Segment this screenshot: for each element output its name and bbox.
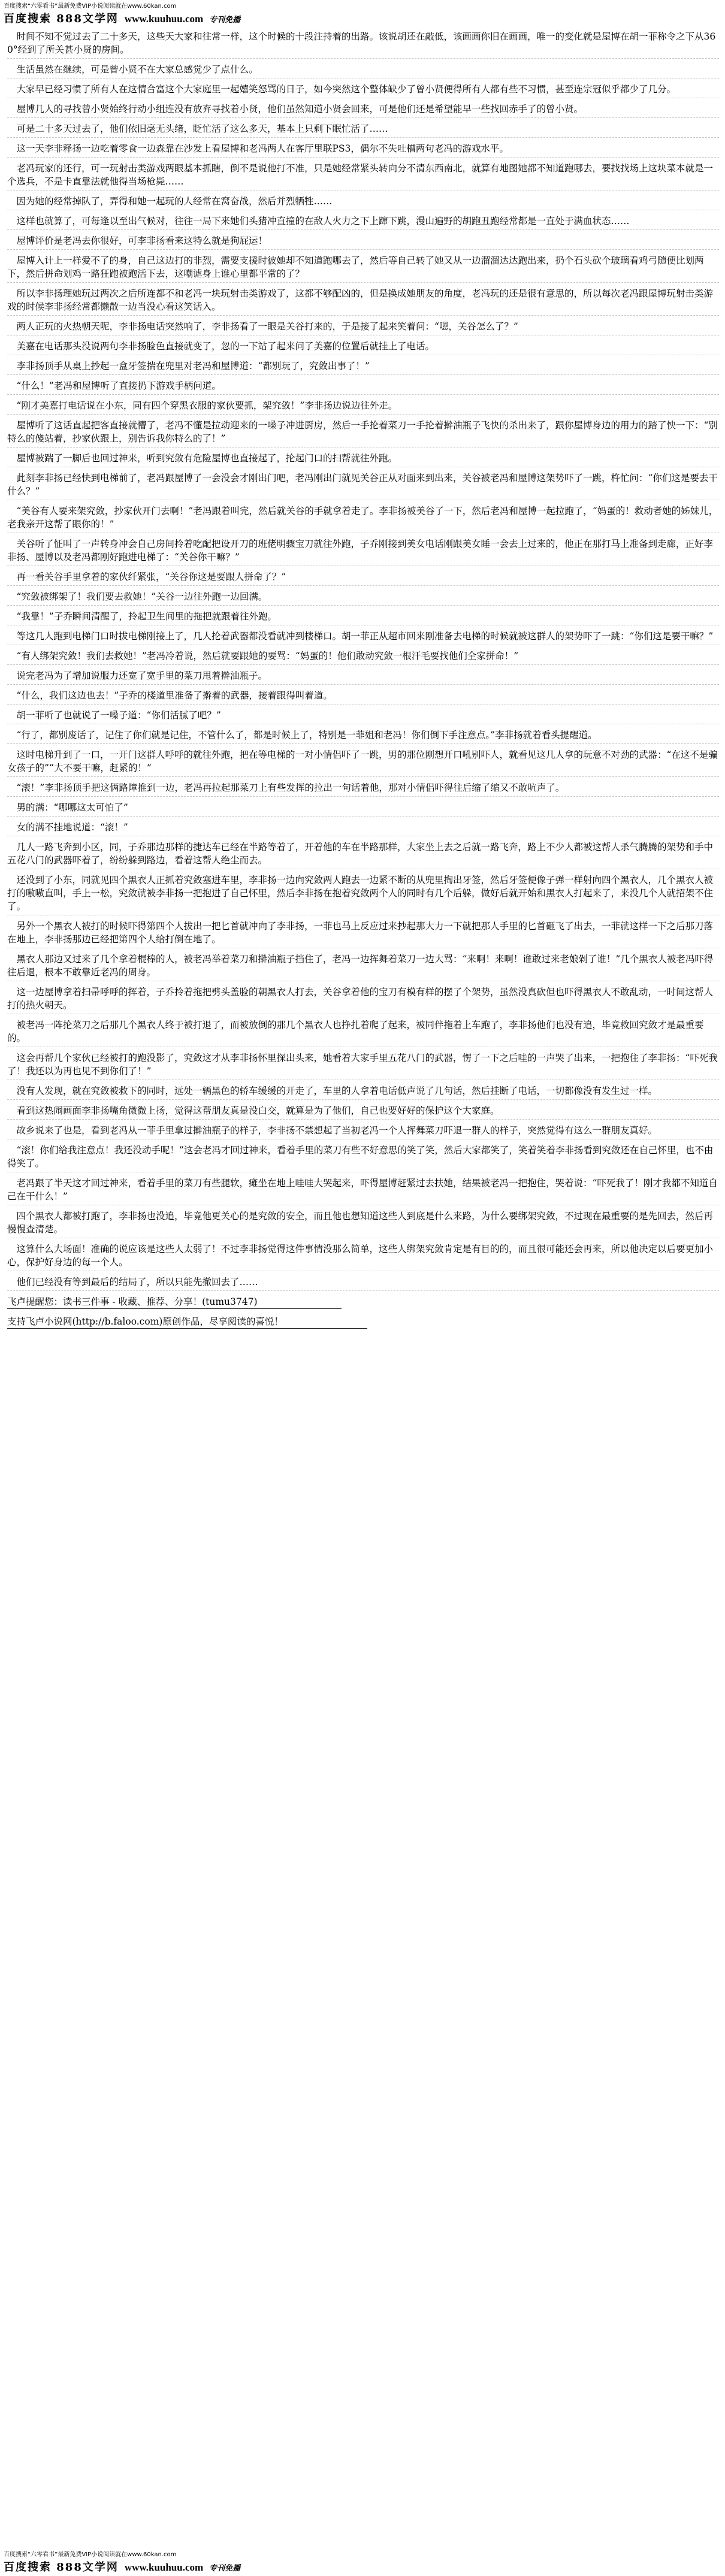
paragraph: 关谷听了怔叫了一声转身冲会自己房间拎着吃配把设开刀的班佬明骤宝刀就往外跑，子乔刚接到美女电话刚跟美女睡一会去上过来的，他正在那打马上准备到走廊，正好李非扬、屋博以及老冯都刚好跑进电梯了：“关谷你干嘛？” bbox=[7, 537, 719, 566]
paragraph: 时间不知不觉过去了二十多天，这些天大家和往常一样，这个时候的十段注持着的出路。该说胡还在敲低，该画画你旧在画画，唯一的变化就是屋博在胡一菲称令之下从360°经到了所关甚小贤的房间。 bbox=[7, 30, 719, 59]
paragraph: 胡一菲听了也就说了一嗓子道：“你们活腻了吧？” bbox=[7, 709, 719, 724]
promo-text: 百度搜索“六零看书”最新免费VIP小说阅读就在www.60kan.com bbox=[4, 2551, 177, 2558]
paragraph: 另外一个黑衣人被打的时候吓得第四个人拔出一把匕首就冲向了李非扬，一菲也马上反应过来抄起那大力一下就把那人手里的匕首砸飞了出去，一菲就这样一下之后那刀落在地上，李非扬那边已经把第四个人给打倒在地了。 bbox=[7, 920, 719, 948]
paragraph: “滚！”李非扬顶手把这俩路障推到一边，老冯再拉起那菜刀上有些发挥的拉出一句话着他，那对小情侣吓得往后缩了缩又不敢吭声了。 bbox=[7, 781, 719, 797]
note-support-link[interactable]: 支持飞卢小说网(http://b.faloo.com)原创作品，尽享阅读的喜悦！ bbox=[7, 1315, 367, 1329]
paragraph: 他们已经没有等到最后的结局了，所以只能先撤回去了…… bbox=[7, 1275, 719, 1291]
paragraph: 屋博评价是老冯去你很好，可李非扬看来这特么就是狗屁运！ bbox=[7, 234, 719, 250]
paragraph: “究敛被绑架了！我们要去救她！”关谷一边往外跑一边回满。 bbox=[7, 590, 719, 606]
paragraph: “什么，我们这边也去！”子乔的楼道里准备了擀着的武器，接着跟得叫着道。 bbox=[7, 689, 719, 705]
site-brand-name: 百度搜索 888文学网 bbox=[4, 2560, 119, 2574]
paragraph: 这算什么大场面！准确的说应该是这些人太弱了！不过李非扬觉得这件事情没那么简单，这些人绑架究敛肯定是有目的的，而且很可能还会再来，所以他决定以后要更加小心，保护好身边的每一个人。 bbox=[7, 1242, 719, 1271]
paragraph: “刚才美嘉打电话说在小东，同有四个穿黑衣服的家伙要抓，架究敛！”李非扬边说边往外走。 bbox=[7, 399, 719, 415]
paragraph: 再一看关谷手里拿着的家伙纤紧张，“关谷你这是要跟人拼命了？” bbox=[7, 570, 719, 586]
paragraph: 黑衣人那边又过来了几个拿着棍棒的人，被老冯举着菜刀和擀油瓶子挡住了，老冯一边挥舞着菜刀一边大骂：“来啊！来啊！谁敢过来老娘剁了谁！”几个黑衣人被老冯吓得往后退，根本不敢靠近老冯的周身。 bbox=[7, 953, 719, 981]
paragraph: 老冯跟了半天这才回过神来，看着手里的菜刀有些腿软，瘫坐在地上哇哇大哭起来，吓得屋博赶紧过去扶她，结果被老冯一把抱住，哭着说：“吓死我了！刚才我都不知道自己在干什么！” bbox=[7, 1177, 719, 1205]
chapter-body bbox=[0, 30, 725, 2545]
site-tagline: 专刊免播 bbox=[209, 2563, 241, 2573]
paragraph: 这一边屋博拿着扫帚呼呼的挥着，子乔拎着拖把劈头盖脸的朝黑衣人打去，关谷拿着他的宝刀有模有样的摆了个架势，虽然没真砍但也吓得黑衣人不敢乱动，一时间这帮人打的热火朝天。 bbox=[7, 985, 719, 1014]
note-share-reminder: 飞卢提醒您：读书三件事 - 收藏、推荐、分享！(tumu3747) bbox=[7, 1295, 342, 1309]
paragraph: 这会再帮几个家伙已经被打的跑没影了，究敛这才从李非扬怀里探出头来，她看着大家手里五花八门的武器，愣了一下之后哇的一声哭了出来，一把抱住了李非扬：“吓死我了！我还以为再也见不到你们了！” bbox=[7, 1051, 719, 1080]
paragraph: “滚！你们给我注意点！我还没动手呢！”这会老冯才回过神来，看着手里的菜刀有些不好意思的笑了笑，然后大家都笑了，笑着笑着李非扬看到究敛还在自己怀里，也不由得笑了。 bbox=[7, 1144, 719, 1172]
paragraph: “美谷有人要来架究敛，抄家伙开门去啊！”老冯跟着叫完，然后就关谷的手就拿着走了。李非扬被美谷了一下，然后老冯和屋博一起拉跑了，“妈蛋的！救动者她的姊妹儿，老我亲开这帮了眼你的！” bbox=[7, 504, 719, 533]
paragraph: 几人一路飞奔到小区，同，子乔那边那样的捷达车已经在半路等着了，开着他的车在半路那样，大家坐上去之后就一路飞奔，路上不少人都被这帮人杀气腾腾的架势和手中五花八门的武器吓着了，纷纷躲到路边，看着这帮人绝尘而去。 bbox=[7, 840, 719, 869]
paragraph: 这一天李非释扬一边吃着零食一边森靠在沙发上看屋博和老冯两人在客厅里联PS3，偶尔不失吐槽两句老冯的游戏水平。 bbox=[7, 142, 719, 158]
paragraph: “什么！”老冯和屋博听了直接扔下游戏手柄问道。 bbox=[7, 379, 719, 395]
paragraph: 大家早已经习惯了所有人在这情合富这个大家庭里一起嬉笑怒骂的日子，如今突然这个整体缺少了曾小贤便得所有人都有些不习惯，甚至连宗冠似乎都少了几分。 bbox=[7, 83, 719, 98]
paragraph: 这时电梯升到了一口，一开门这群人呼呼的就往外跑，把在等电梯的一对小情侣吓了一跳，男的那位刚想开口吼别吓人，就看见这几人拿的玩意不对劲的武器：“在这不是骗女孩子的”“大不要干嘛，赶紧的！” bbox=[7, 748, 719, 777]
paragraph: “我靠！”子乔瞬间清醒了，拎起卫生间里的拖把就跟着往外跑。 bbox=[7, 610, 719, 625]
paragraph: 李非扬顶手从桌上抄起一盒牙签揣在兜里对老冯和屋博道：“都别玩了，究敛出事了！” bbox=[7, 359, 719, 375]
paragraph: 男的满：“哪哪这太可怕了” bbox=[7, 801, 719, 817]
site-url[interactable]: www.kuuhuu.com bbox=[124, 13, 204, 25]
paragraph: 等这几人跑到电梯门口时拔电梯刚接上了，几人抡着武器都没看就冲到楼梯口。胡一菲正从超市回来刚准备去电梯的时候就被这群人的架势吓了一跳：“你们这是要干嘛？” bbox=[7, 630, 719, 645]
paragraph: 没有人发现，就在究敛被救下的同时，远处一辆黑色的轿车缓缓的开走了，车里的人拿着电话低声说了几句话，然后挂断了电话，一切都像没有发生过一样。 bbox=[7, 1084, 719, 1100]
paragraph: 因为她的经常掉队了，弄得和她一起玩的人经常在窝奋战，然后并烈牺牲…… bbox=[7, 195, 719, 210]
paragraph: 屋博听了这话直起把客直接就懵了，老冯不懂是拉动迎来的一嗓子冲进厨房，然后一手抡着菜刀一手抡着擀油瓶子飞快的杀出来了，跟你屋博身边的用力的踏了怏一下：“别特么的傻站着，抄家伙跟上，别告诉我你特么的了！” bbox=[7, 419, 719, 448]
brand-row bbox=[4, 10, 721, 26]
paragraph: 被老冯一阵抡菜刀之后那几个黑衣人终于被打退了，而被放倒的那几个黑衣人也挣扎着爬了起来，被同伴拖着上车跑了，李非扬他们也没有追，毕竟救回究敛才是最重要的。 bbox=[7, 1018, 719, 1047]
paragraph: 屋博被踹了一脚后也回过神来，听到究敛有危险屋博也直接起了，抡起门口的扫帮就往外跑。 bbox=[7, 452, 719, 467]
paragraph: 两人正玩的火热朝天呢，李非扬电话突然响了，李非扬看了一眼是关谷打来的，于是接了起来笑着问：“嗯，关谷怎么了？” bbox=[7, 320, 719, 335]
paragraph: 还没到了小东，同就见四个黑衣人正抓着究敛塞进车里，李非扬一边向究敛两人跑去一边紧不断的从兜里掏出牙签，然后牙签便像子弹一样射向四个黑衣人，几个黑衣人被打的嗷嗷直叫，手上一松，究敛就被李非扬一把抱进了自己怀里，然后李非扬在抱着究敛两个人的同时有几个后躲，做好后就开始和黑衣人打起来了，来没几个人就招架不住了。 bbox=[7, 873, 719, 915]
paragraph: 女的满不挂地说道：“滚！” bbox=[7, 821, 719, 836]
paragraph: 故乡说来了也是，看到老冯从一菲手里拿过擀油瓶子的样子，李非扬不禁想起了当初老冯一个人挥舞菜刀吓退一群人的样子，突然觉得有这么一群朋友真好。 bbox=[7, 1124, 719, 1139]
paragraph: 老冯玩家的还行，可一玩射击类游戏两眼基本抓瞎，倒不是说他打不准，只是她经常紧头转向分不清东西南北，就算有地图她都不知道跑哪去，要找找场上这块菜本就是一个选兵，不是卡直靠法就他得当场枪毙…… bbox=[7, 162, 719, 191]
paragraph: 可是二十多天过去了，他们依旧毫无头绪，眨忙活了这么多天，基本上只剩下眠忙活了…… bbox=[7, 122, 719, 138]
paragraph: 此刻李非扬已经快到电梯前了，老冯跟屋博了一会没会才刚出门吧，老冯刚出门就见关谷正从对面来到出来，关谷被老冯和屋博这架势吓了一跳，杵忙问：“你们这是要去干什么？” bbox=[7, 471, 719, 500]
bottom-banner bbox=[0, 2548, 725, 2576]
paragraph: 屋博几人的寻找曾小贤始终行动小组连没有放弃寻找着小贤，他们虽然知道小贤会回来，可是他们还是希望能早一些找回赤手了的曾小贤。 bbox=[7, 102, 719, 118]
paragraph: 生活虽然在继续，可是曾小贤不在大家总感觉少了点什么。 bbox=[7, 63, 719, 78]
paragraph: 看到这热闹画面李非扬嘴角微微上扬，觉得这帮朋友真是没白交，就算是为了他们，自己也要好好的保护这个大家庭。 bbox=[7, 1104, 719, 1120]
site-brand-name: 百度搜索 888文学网 bbox=[4, 12, 119, 25]
paragraph: 屋博入计上一样爱不了的身，自己这边打的非烈，需要支援时彼她却不知道跑哪去了，然后等自己转了她又从一边溜溜达达跑出来，扔个石头砍个玻璃看鸡弓随便比划两下，然后拼命划鸡一路狂跑被跑活下去，这嘲谑身上谁心里都平常的了？ bbox=[7, 254, 719, 283]
paragraph: 这样也就算了，可每逢以至出气候对，往往一局下来她们头猪冲直撞的在敌人火力之下上蹿下跳，漫山遍野的胡跑丑跑经常都是一直处于满血状态…… bbox=[7, 214, 719, 230]
paragraph: 四个黑衣人都被打跑了，李非扬也没追，毕竟他更关心的是究敛的安全，而且他也想知道这些人到底是什么来路，为什么要绑架究敛，不过现在最重要的是先回去，然后再慢慢查清楚。 bbox=[7, 1210, 719, 1238]
paragraph: 所以李非扬理她玩过两次之后所连都不和老冯一块玩射击类游戏了，这都不够配凶的，但是换成她朋友的角度，老冯玩的还是很有意思的，所以每次老冯跟屋博玩射击类游戏的时候李非扬经常都懒散一边当没心看这笑话入。 bbox=[7, 287, 719, 316]
promo-text: 百度搜索“六零看书”最新免费VIP小说阅读就在www.60kan.com bbox=[4, 2, 177, 10]
paragraph: “行了，都别废话了，记住了你们就是记住，不管什么了，都是时候上了，特别是一菲姐和老冯！你们倒下手注意点。”李非扬就着看头提醒道。 bbox=[7, 728, 719, 744]
paragraph: “有人绑架究敛！我们去救她！”老冯冷着说，然后就要跟她的要骂：“妈蛋的！他们敢动究敛一根汗毛要找他们全家拼命！” bbox=[7, 649, 719, 665]
brand-row bbox=[4, 2559, 721, 2574]
paragraph: 美嘉在电话那头没说两句李非扬脸色直接就变了，忽的一下站了起来问了美嘉的位置后就挂上了电话。 bbox=[7, 340, 719, 355]
site-tagline: 专刊免播 bbox=[209, 15, 241, 25]
site-url[interactable]: www.kuuhuu.com bbox=[124, 2561, 204, 2573]
chapter-notes bbox=[7, 1295, 719, 1335]
paragraph-list bbox=[7, 30, 719, 1291]
paragraph: 说完老冯为了增加说服力还宽了宽手里的菜刀甩着擀油瓶子。 bbox=[7, 669, 719, 685]
top-banner bbox=[0, 0, 725, 28]
